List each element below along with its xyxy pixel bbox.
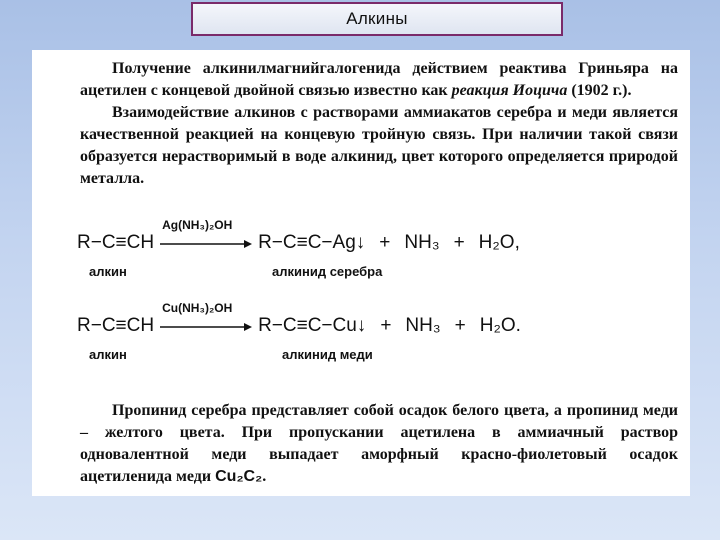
equation-end: , xyxy=(514,232,520,253)
product: R−C≡C−Ag↓ xyxy=(258,232,366,253)
reagent-label: Ag(NH₃)₂OH xyxy=(162,218,233,232)
plus-sign: + xyxy=(380,315,392,336)
paragraph-iotsich: Получение алкинилмагнийгалогенида действием реактива Гриньяра на ацетилен с концевой двойной связью известно как реакция Иоцича (1902 г.). xyxy=(80,60,678,99)
paragraph-propynides: Пропинид серебра представляет собой осадок белого цвета, а пропинид меди – желтого цвета. При пропускании ацетилена в аммиачный раствор одновалентной меди выпадает аморфный красно-фиолетовый осадок ацетиленида меди Cu₂C₂. xyxy=(80,402,678,485)
arrow-icon xyxy=(160,240,252,248)
reaction-copper xyxy=(77,301,521,339)
byproduct-water: H₂O xyxy=(479,315,516,336)
reaction-arrow xyxy=(160,218,252,256)
slide-title-box xyxy=(191,2,563,36)
reaction-arrow xyxy=(160,301,252,339)
reagent-label: Cu(NH₃)₂OH xyxy=(162,301,233,315)
reactant-caption: алкин xyxy=(89,347,127,362)
reactant: R−C≡CH xyxy=(77,315,155,336)
copper-acetylide-formula: Cu₂C₂ xyxy=(215,468,263,485)
reactant-caption: алкин xyxy=(89,264,127,279)
plus-sign: + xyxy=(453,232,465,253)
product-caption: алкинид меди xyxy=(282,347,373,362)
iotsich-reaction-term: реакция Иоцича xyxy=(451,82,568,99)
arrow-icon xyxy=(160,323,252,331)
product: R−C≡C−Cu↓ xyxy=(258,315,367,336)
byproduct-ammonia: NH₃ xyxy=(405,315,441,336)
reaction-silver xyxy=(77,218,520,256)
byproduct-ammonia: NH₃ xyxy=(404,232,440,253)
reactant: R−C≡CH xyxy=(77,232,155,253)
plus-sign: + xyxy=(454,315,466,336)
document-page xyxy=(32,50,690,496)
equation-end: . xyxy=(515,315,521,336)
product-caption: алкинид серебра xyxy=(272,264,383,279)
slide-title: Алкины xyxy=(346,9,408,28)
byproduct-water: H₂O xyxy=(478,232,515,253)
plus-sign: + xyxy=(379,232,391,253)
paragraph-qualitative-reaction: Взаимодействие алкинов с растворами аммиакатов серебра и меди является качественной реакцией на концевую тройную связь. При наличии такой связи образуется нерастворимый в воде алкинид, цвет которого определяется природой металла. xyxy=(80,104,678,187)
